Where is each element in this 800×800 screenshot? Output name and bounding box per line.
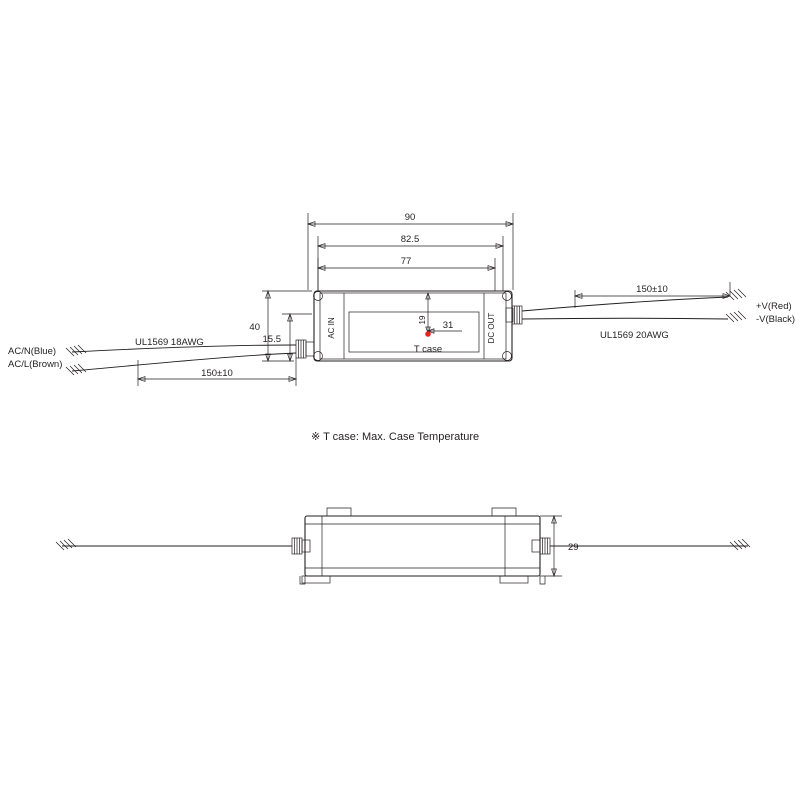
label-dc-out: DC OUT [487, 312, 496, 344]
label-side-height: 29 [568, 542, 579, 553]
cable-gland-left [296, 340, 314, 358]
label-ac-l-brown: AC/L(Brown) [8, 359, 63, 370]
label-mount-offset: 15.5 [262, 334, 281, 345]
label-ac-n-blue: AC/N(Blue) [8, 346, 57, 357]
label-overall-length: 90 [404, 212, 416, 223]
label-tcase-offset: 19 [418, 315, 427, 325]
dc-output-wires [522, 289, 746, 322]
side-view-group [56, 508, 750, 584]
label-height-40: 40 [249, 322, 260, 333]
ac-input-wires [66, 345, 296, 375]
label-dc-wire-spec: UL1569 20AWG [600, 330, 669, 341]
note-tcase: ※ T case: Max. Case Temperature [311, 431, 480, 443]
dim-overall-length [308, 213, 513, 290]
label-v-neg-black: -V(Black) [756, 314, 796, 325]
tcase-marker-dot [425, 331, 431, 337]
label-dc-wire-length: 150±10 [636, 284, 668, 295]
label-ac-wire-length: 150±10 [201, 368, 233, 379]
dim-height-40 [262, 291, 312, 361]
label-v-pos-red: +V(Red) [756, 301, 792, 312]
label-tcase-pos: 31 [442, 320, 454, 331]
label-inner-length: 77 [400, 256, 412, 267]
label-mid-length: 82.5 [400, 234, 420, 245]
label-ac-wire-spec: UL1569 18AWG [135, 337, 204, 348]
label-ac-in: AC IN [327, 317, 336, 339]
label-tcase: T case [413, 344, 443, 355]
dim-mount-offset-15-5 [282, 314, 312, 361]
